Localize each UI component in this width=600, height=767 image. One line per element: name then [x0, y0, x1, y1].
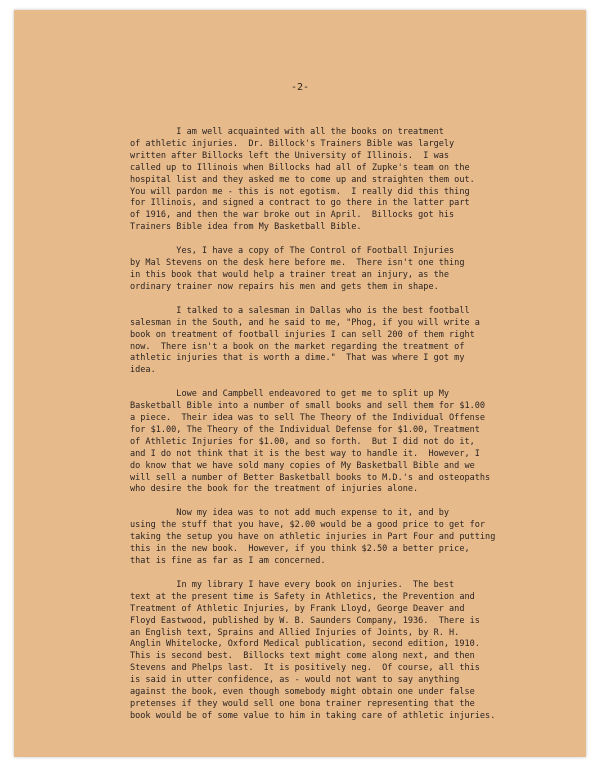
- paragraph: [130, 246, 545, 294]
- text-line: book would be of some value to him in taking care of athletic injuries.: [130, 710, 496, 721]
- text-line: Floyd Eastwood, published by W. B. Saunders Company, 1936. There is: [130, 615, 480, 626]
- text-line: by Mal Stevens on the desk here before me. There isn't one thing: [130, 258, 465, 269]
- text-line: I am well acquainted with all the books on treatment: [130, 127, 444, 137]
- paragraph: [130, 127, 545, 234]
- text-line: that is fine as far as I am concerned.: [130, 556, 326, 566]
- text-line: Now my idea was to not add much expense to it, and by: [130, 508, 450, 519]
- text-line: hospital list and they asked me to come up and straighten them out.: [130, 174, 475, 185]
- text-line: written after Billocks left the University of Illinois. I was: [130, 150, 450, 161]
- text-line: using the stuff that you have, $2.00 would be a good price to get for: [130, 520, 486, 531]
- text-line: and I do not think that it is the best way to handle it. However, I: [130, 448, 480, 459]
- text-line: an English text, Sprains and Allied Injuries of Joints, by R. H.: [130, 627, 460, 638]
- paragraph: [130, 508, 545, 568]
- text-line: You will pardon me - this is not egotism. I really did this thing: [130, 186, 470, 197]
- text-line: now. There isn't a book on the market regarding the treatment of: [130, 341, 465, 352]
- text-line: will sell a number of Better Basketball books to M.D.'s and osteopaths: [130, 472, 491, 483]
- text-line: pretenses if they would sell one bona trainer representing that the: [130, 698, 475, 709]
- text-line: This is second best. Billocks text might come along next, and then: [130, 651, 475, 662]
- text-line: for Illinois, and signed a contract to go there in the latter part: [130, 198, 470, 209]
- text-line: Yes, I have a copy of The Control of Football Injuries: [130, 246, 455, 257]
- text-line: called up to Illinois when Billocks had all of Zupke's team on the: [130, 162, 470, 173]
- text-line: a piece. Their idea was to sell The Theory of the Individual Offense: [130, 413, 486, 424]
- text-line: Lowe and Campbell endeavored to get me to split up My: [130, 389, 450, 400]
- text-line: of Athletic Injuries for $1.00, and so forth. But I did not do it,: [130, 436, 475, 447]
- page-number: -2-: [290, 82, 310, 93]
- text-line: idea.: [130, 365, 156, 376]
- text-line: for $1.00, The Theory of the Individual Defense for $1.00, Treatment: [130, 424, 480, 435]
- text-line: do know that we have sold many copies of My Basketball Bible and we: [130, 460, 475, 471]
- text-line: Basketball Bible into a number of small books and sell them for $1.00: [130, 401, 486, 412]
- paragraph: [130, 389, 545, 496]
- text-line: athletic injuries that is worth a dime." That was where I got my: [130, 353, 465, 364]
- text-line: salesman in the South, and he said to me, "Phog, if you will write a: [130, 317, 480, 328]
- text-line: I talked to a salesman in Dallas who is the best football: [130, 305, 470, 316]
- text-line: Trainers Bible idea from My Basketball Bible.: [130, 222, 362, 233]
- text-line: book on treatment of football injuries I can sell 200 of them right: [130, 329, 475, 340]
- text-line: of 1916, and then the war broke out in April. Billocks got his: [130, 210, 455, 221]
- text-line: In my library I have every book on injuries. The best: [130, 579, 455, 590]
- paragraph: [130, 580, 545, 723]
- text-line: this in the new book. However, if you think $2.50 a better price,: [130, 544, 470, 555]
- letter-page: [14, 10, 586, 757]
- letter-body: [130, 127, 545, 735]
- paragraph: [130, 306, 545, 377]
- text-line: of athletic injuries. Dr. Billock's Trainers Bible was largely: [130, 138, 455, 149]
- text-line: ordinary trainer now repairs his men and gets them in shape.: [130, 281, 439, 292]
- text-line: Stevens and Phelps last. It is positively neg. Of course, all this: [130, 663, 480, 674]
- text-line: who desire the book for the treatment of injuries alone.: [130, 484, 419, 495]
- text-line: Anglin Whitelocke, Oxford Medical publication, second edition, 1910.: [130, 639, 480, 650]
- text-line: Treatment of Athletic Injuries, by Frank Lloyd, George Deaver and: [130, 603, 465, 614]
- text-line: in this book that would help a trainer treat an injury, as the: [130, 269, 450, 280]
- text-line: text at the present time is Safety in Athletics, the Prevention and: [130, 591, 475, 602]
- text-line: taking the setup you have on athletic injuries in Part Four and putting: [130, 532, 496, 543]
- text-line: against the book, even though somebody might obtain one under false: [130, 687, 475, 698]
- text-line: is said in utter confidence, as - would not want to say anything: [130, 675, 460, 686]
